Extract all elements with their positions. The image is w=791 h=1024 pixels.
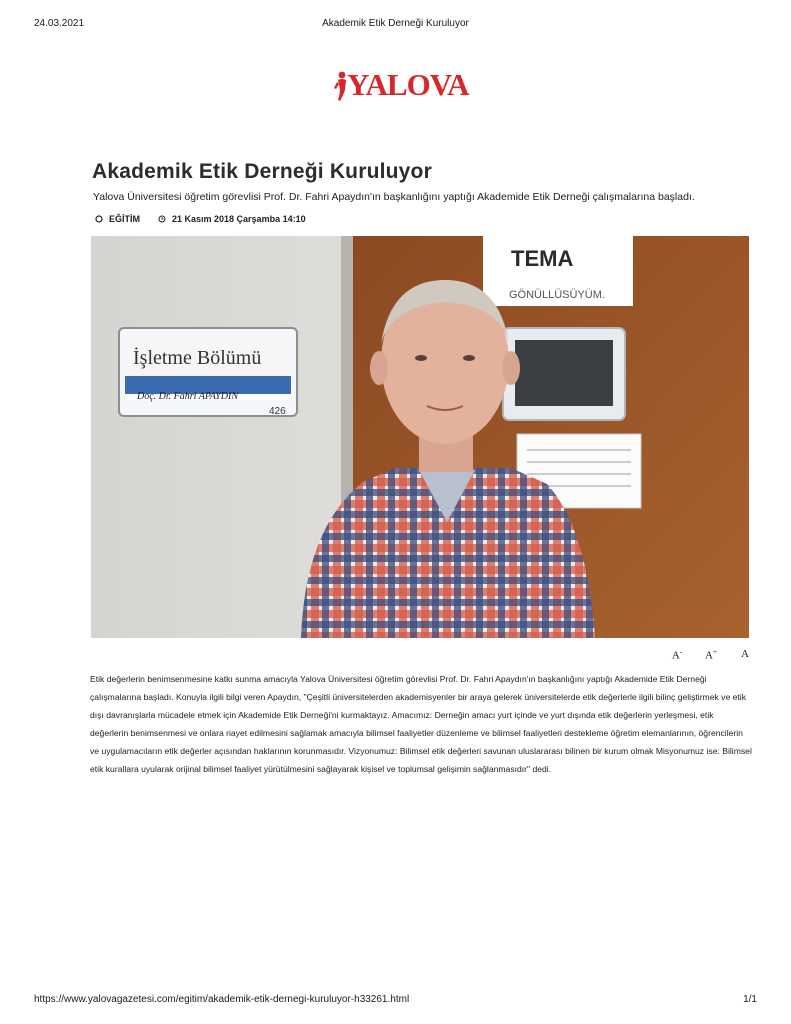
clock-icon: [158, 215, 166, 223]
site-logo[interactable]: [333, 66, 469, 104]
print-page-title: Akademik Etik Derneği Kuruluyor: [322, 18, 469, 29]
article-summary: Yalova Üniversitesi öğretim görevlisi Prof. Dr. Fahri Apaydın'ın başkanlığını yaptığı Akademide Etik Derneği çalışmalarına başladı.: [93, 191, 695, 203]
door-sign-room: 426: [269, 406, 286, 417]
poster-subtitle: GÖNÜLLÜSÜYÜM.: [509, 289, 605, 301]
print-date: 24.03.2021: [34, 18, 85, 29]
logo-text: YALOVA: [347, 67, 469, 102]
font-reset-button[interactable]: A: [741, 648, 749, 660]
print-url[interactable]: https://www.yalovagazetesi.com/egitim/akademik-etik-dernegi-kuruluyor-h33261.html: [34, 994, 410, 1005]
article-photo: [91, 236, 749, 638]
poster-brand: TEMA: [511, 246, 574, 271]
door-sign-name: Doç. Dr. Fahri APAYDIN: [137, 391, 239, 402]
article-headline: Akademik Etik Derneği Kuruluyor: [92, 160, 432, 183]
category-label: EĞİTİM: [109, 214, 140, 224]
publish-date-text: 21 Kasım 2018 Çarşamba 14:10: [172, 214, 306, 224]
font-increase-button[interactable]: A+: [705, 648, 717, 662]
publish-date: [158, 214, 306, 224]
font-decrease-button[interactable]: A-: [671, 648, 683, 662]
print-page-number: 1/1: [743, 994, 757, 1005]
category-link[interactable]: [95, 214, 140, 224]
font-size-controls: [660, 648, 762, 662]
article-body: Etik değerlerin benimsenmesine katkı sunma amacıyla Yalova Üniversitesi öğretim görevlisi Prof. Dr. Fahri Apaydın'ın başkanlığını yaptığı Akademide Etik Derneği çalışmalarına başladı. Konuyla ilgili bilgi veren Apaydın, "Çeşitli üniversitelerden akademisyenler bir araya gelerek üniversitelerde etik değerlerle ilgili bilinç geliştirmek ve etik dışı davranışlarla mücadele etmek için Akademide Etik Derneği'ni kurmaktayız. Amacımız: Derneğin amacı yurt içinde ve yurt dışında etik değerlerin yerleşmesi, etik değerlerin benimsenmesi ve onlara riayet edilmesini sağlamak amacıyla bilimsel faaliyetler düzenleme ve bilimsel faaliyetleri destekleme öğretim elemanlarının, öğrencilerin ve uygulamacıların etik değerler açısından haklarının korunmasıdır. Vizyonumuz: Bilimsel etik değerleri savunan uluslararası bilinen bir kurum olmak Misyonumuz ise: Bilimsel etik kurallara uyularak orijinal bilimsel faaliyet yürütülmesini sağlayarak kişisel ve toplumsal gelişimin sağlanmasıdır" dedi.: [90, 674, 752, 774]
article-meta: [95, 214, 306, 224]
door-sign-title: İşletme Bölümü: [133, 347, 262, 369]
category-circle-icon: [95, 215, 103, 223]
